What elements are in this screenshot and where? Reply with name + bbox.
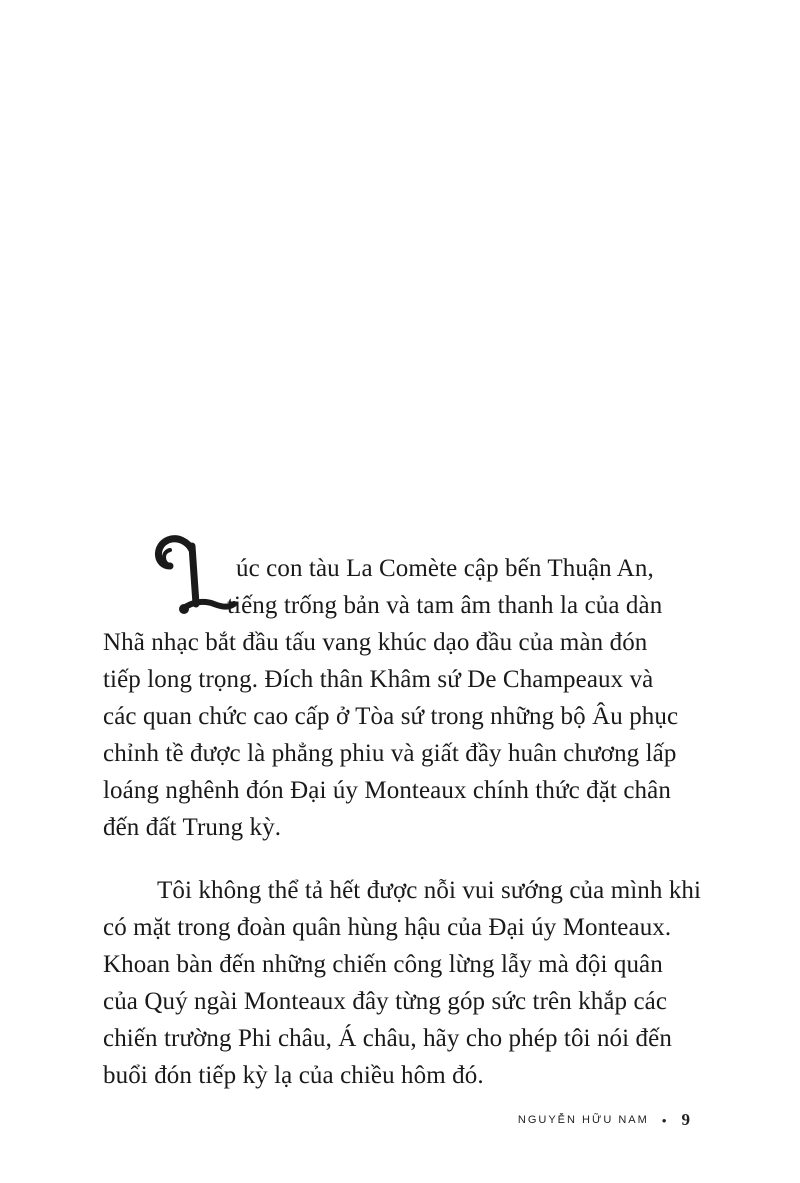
text-line: chỉnh tề được là phẳng phiu và giất đầy huân chương lấp [103, 740, 677, 767]
text-line: Khoan bàn đến những chiến công lừng lẫy mà đội quân [103, 951, 663, 978]
text-line: có mặt trong đoàn quân hùng hậu của Đại úy Monteaux. [103, 914, 672, 941]
drop-cap-letter [148, 532, 238, 620]
text-line: tiếng trống bản và tam âm thanh la của dàn [227, 592, 663, 619]
bullet-separator: • [661, 1112, 669, 1128]
text-line: tiếp long trọng. Đích thân Khâm sứ De Champeaux và [103, 666, 654, 693]
author-name: NGUYỄN HỮU NAM [517, 1114, 649, 1126]
text-line: chiến trường Phi châu, Á châu, hãy cho phép tôi nói đến [103, 1025, 672, 1052]
text-line: đến đất Trung kỳ. [103, 814, 282, 841]
text-line: Tôi không thể tả hết được nỗi vui sướng của mình khi [157, 877, 702, 904]
text-line: của Quý ngài Monteaux đây từng góp sức trên khắp các [103, 988, 668, 1015]
text-line: các quan chức cao cấp ở Tòa sứ trong những bộ Âu phục [103, 703, 679, 730]
text-line: Nhã nhạc bắt đầu tấu vang khúc dạo đầu của màn đón [103, 629, 648, 656]
text-line: úc con tàu La Comète cập bến Thuận An, [236, 555, 654, 582]
page-footer [518, 1110, 690, 1130]
page-number: 9 [681, 1110, 690, 1129]
text-line: buổi đón tiếp kỳ lạ của chiều hôm đó. [103, 1062, 484, 1089]
text-line: loáng nghênh đón Đại úy Monteaux chính thức đặt chân [103, 777, 671, 804]
